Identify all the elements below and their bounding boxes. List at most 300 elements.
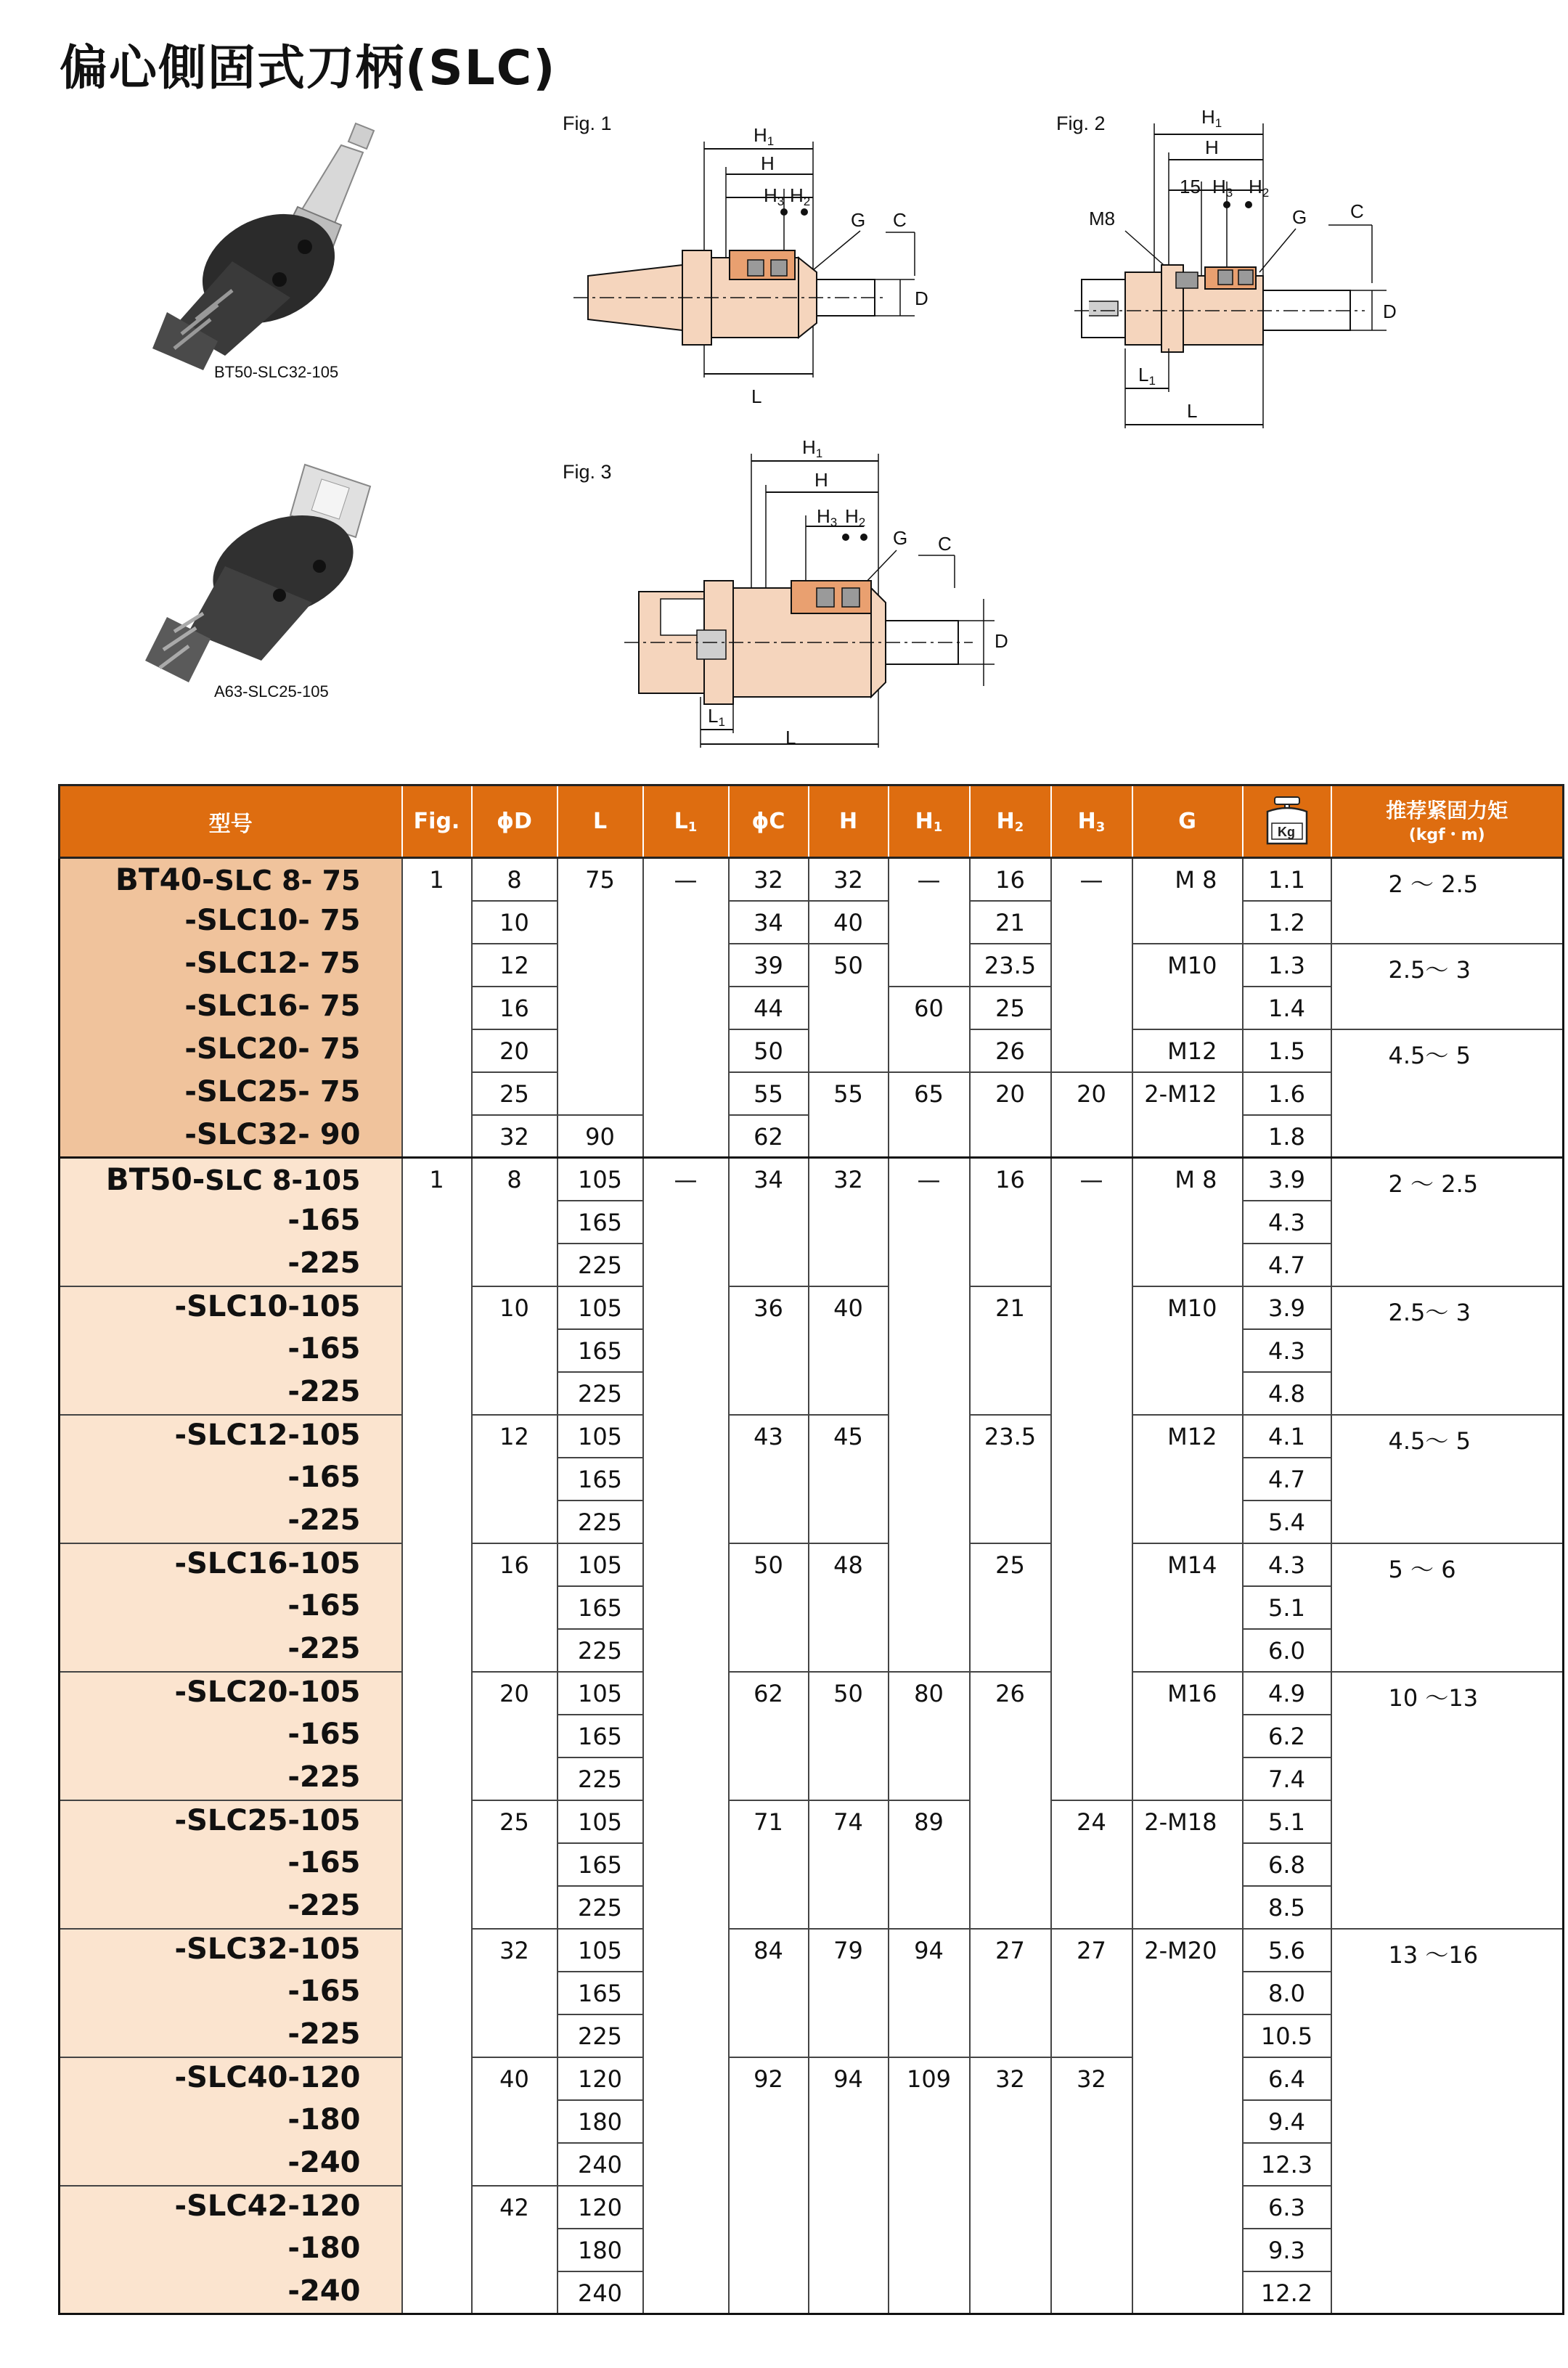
fig1-dim-g: G — [851, 209, 866, 231]
d-cell: 20 — [472, 1672, 558, 1715]
h-cell — [809, 2271, 889, 2314]
header-l: L — [558, 785, 643, 858]
model-cell: -SLC12-105 — [60, 1415, 402, 1458]
fig2-drawing — [1074, 102, 1524, 443]
d-cell: 42 — [472, 2186, 558, 2229]
l1-cell — [643, 1372, 729, 1415]
g-cell — [1132, 2057, 1243, 2100]
weight-cell: 3.9 — [1243, 1158, 1331, 1201]
l1-cell — [643, 2143, 729, 2186]
table-row — [60, 1715, 1564, 1757]
g-cell — [1132, 2271, 1243, 2314]
g-cell — [1132, 1115, 1243, 1158]
l1-cell — [643, 2271, 729, 2314]
c-cell — [729, 2229, 809, 2271]
weight-cell: 1.5 — [1243, 1029, 1331, 1072]
weight-cell: 8.5 — [1243, 1886, 1331, 1929]
l1-cell — [643, 1672, 729, 1715]
h2-cell — [970, 1886, 1051, 1929]
l1-cell — [643, 1543, 729, 1586]
h-cell: 32 — [809, 1158, 889, 1201]
h3-cell — [1051, 1629, 1132, 1672]
l-cell: 75 — [558, 858, 643, 901]
model-cell: -225 — [60, 1757, 402, 1800]
fig-cell — [402, 2014, 472, 2057]
l-cell — [558, 901, 643, 944]
weight-scale-icon — [1262, 796, 1312, 848]
l-cell: 105 — [558, 1929, 643, 1972]
h-cell — [809, 2143, 889, 2186]
g-cell — [1132, 1629, 1243, 1672]
h3-cell — [1051, 1501, 1132, 1543]
model-cell: -SLC12- 75 — [60, 944, 402, 987]
h1-cell — [889, 1201, 970, 1244]
fig-cell — [402, 2143, 472, 2186]
torque-cell — [1331, 1372, 1564, 1415]
h3-cell — [1051, 1458, 1132, 1501]
l-cell: 105 — [558, 1543, 643, 1586]
c-cell: 34 — [729, 1158, 809, 1201]
fig1-dim-h2: H2 — [790, 184, 811, 208]
torque-cell: 10 ～13 — [1331, 1672, 1564, 1715]
c-cell: 44 — [729, 987, 809, 1029]
model-cell: -225 — [60, 1886, 402, 1929]
g-cell: M 8 — [1132, 1158, 1243, 1201]
h3-cell — [1051, 1886, 1132, 1929]
l1-cell — [643, 1029, 729, 1072]
torque-cell: 13 ～16 — [1331, 1929, 1564, 1972]
table-row — [60, 1629, 1564, 1672]
fig-cell — [402, 2186, 472, 2229]
table-row — [60, 1843, 1564, 1886]
torque-cell — [1331, 2271, 1564, 2314]
l1-cell — [643, 2057, 729, 2100]
fig3-label: Fig. 3 — [563, 461, 612, 483]
fig2-dim-d: D — [1383, 301, 1397, 322]
d-cell — [472, 1972, 558, 2014]
svg-text:Kg: Kg — [1277, 824, 1295, 839]
h-cell — [809, 1886, 889, 1929]
fig-cell — [402, 1029, 472, 1072]
d-cell: 32 — [472, 1115, 558, 1158]
weight-cell: 9.3 — [1243, 2229, 1331, 2271]
fig3-drawing — [624, 436, 1031, 762]
l1-cell — [643, 1458, 729, 1501]
d-cell — [472, 1629, 558, 1672]
fig-cell — [402, 2057, 472, 2100]
weight-cell: 10.5 — [1243, 2014, 1331, 2057]
d-cell — [472, 1501, 558, 1543]
d-cell: 16 — [472, 1543, 558, 1586]
l1-cell — [643, 1586, 729, 1629]
c-cell — [729, 1843, 809, 1886]
h3-cell — [1051, 987, 1132, 1029]
table-row — [60, 2143, 1564, 2186]
table-row — [60, 1072, 1564, 1115]
torque-cell: 4.5～ 5 — [1331, 1415, 1564, 1458]
fig-cell — [402, 1715, 472, 1757]
h2-cell: 16 — [970, 1158, 1051, 1201]
fig-cell — [402, 1072, 472, 1115]
h1-cell — [889, 1972, 970, 2014]
h1-cell: 109 — [889, 2057, 970, 2100]
h2-cell — [970, 1629, 1051, 1672]
h1-cell — [889, 2100, 970, 2143]
fig2-dim-l1: L1 — [1138, 364, 1156, 388]
d-cell — [472, 1843, 558, 1886]
torque-cell — [1331, 1329, 1564, 1372]
d-cell — [472, 1372, 558, 1415]
model-cell: -SLC32- 90 — [60, 1115, 402, 1158]
fig-cell — [402, 1201, 472, 1244]
l-cell: 90 — [558, 1115, 643, 1158]
fig3-dim-h: H — [814, 469, 828, 491]
l1-cell — [643, 1715, 729, 1757]
torque-cell: 5 ～ 6 — [1331, 1543, 1564, 1586]
l1-cell — [643, 1072, 729, 1115]
fig3-dim-h2: H2 — [845, 505, 866, 529]
l-cell: 225 — [558, 1886, 643, 1929]
h2-cell: 27 — [970, 1929, 1051, 1972]
fig1-dim-l: L — [751, 385, 762, 407]
fig-cell — [402, 1972, 472, 2014]
header-g: G — [1132, 785, 1243, 858]
h2-cell — [970, 2271, 1051, 2314]
l1-cell — [643, 1329, 729, 1372]
h2-cell — [970, 2186, 1051, 2229]
h3-cell: — — [1051, 858, 1132, 901]
c-cell: 43 — [729, 1415, 809, 1458]
fig-cell — [402, 1800, 472, 1843]
l1-cell: — — [643, 1158, 729, 1201]
h1-cell — [889, 1329, 970, 1372]
l-cell: 105 — [558, 1672, 643, 1715]
h2-cell — [970, 1757, 1051, 1800]
l1-cell — [643, 1929, 729, 1972]
table-row — [60, 1372, 1564, 1415]
g-cell — [1132, 901, 1243, 944]
h-cell — [809, 2229, 889, 2271]
g-cell — [1132, 1757, 1243, 1800]
l-cell: 165 — [558, 1458, 643, 1501]
fig1-label: Fig. 1 — [563, 113, 612, 134]
fig1-dim-h1: H1 — [754, 124, 775, 148]
g-cell: M16 — [1132, 1672, 1243, 1715]
h3-cell — [1051, 944, 1132, 987]
l1-cell — [643, 1244, 729, 1286]
fig-cell — [402, 944, 472, 987]
h-cell — [809, 1372, 889, 1415]
h-cell — [809, 2014, 889, 2057]
model-cell: -225 — [60, 1629, 402, 1672]
weight-cell: 1.2 — [1243, 901, 1331, 944]
d-cell: 16 — [472, 987, 558, 1029]
weight-cell: 5.6 — [1243, 1929, 1331, 1972]
h3-cell: 24 — [1051, 1800, 1132, 1843]
h3-cell — [1051, 1843, 1132, 1886]
c-cell — [729, 1458, 809, 1501]
d-cell — [472, 1244, 558, 1286]
fig2-label: Fig. 2 — [1056, 113, 1106, 134]
h-cell — [809, 1586, 889, 1629]
torque-cell — [1331, 2229, 1564, 2271]
h3-cell — [1051, 2229, 1132, 2271]
h1-cell — [889, 2271, 970, 2314]
fig-cell — [402, 1929, 472, 1972]
h-cell — [809, 1329, 889, 1372]
h1-cell — [889, 1372, 970, 1415]
model-cell: -180 — [60, 2229, 402, 2271]
h-cell — [809, 2100, 889, 2143]
fig3-dim-d: D — [995, 630, 1008, 652]
model-cell: -225 — [60, 1372, 402, 1415]
h3-cell — [1051, 1372, 1132, 1415]
table-row — [60, 1672, 1564, 1715]
d-cell — [472, 2100, 558, 2143]
h3-cell — [1051, 1244, 1132, 1286]
l-cell — [558, 944, 643, 987]
torque-cell — [1331, 987, 1564, 1029]
weight-cell: 12.3 — [1243, 2143, 1331, 2186]
table-row — [60, 858, 1564, 901]
h1-cell — [889, 1244, 970, 1286]
l-cell: 165 — [558, 1715, 643, 1757]
torque-cell — [1331, 1115, 1564, 1158]
table-row — [60, 1757, 1564, 1800]
product-photo-a63 — [123, 443, 414, 690]
h2-cell — [970, 2100, 1051, 2143]
h1-cell — [889, 1286, 970, 1329]
c-cell: 32 — [729, 858, 809, 901]
table-row — [60, 1286, 1564, 1329]
model-cell: -SLC42-120 — [60, 2186, 402, 2229]
fig-cell — [402, 1757, 472, 1800]
h3-cell: 20 — [1051, 1072, 1132, 1115]
d-cell: 25 — [472, 1800, 558, 1843]
model-cell: -165 — [60, 1586, 402, 1629]
h1-cell: 65 — [889, 1072, 970, 1115]
table-row — [60, 1929, 1564, 1972]
h1-cell — [889, 1715, 970, 1757]
c-cell: 34 — [729, 901, 809, 944]
fig3-dim-c: C — [938, 533, 952, 555]
l-cell: 180 — [558, 2229, 643, 2271]
l-cell: 240 — [558, 2271, 643, 2314]
fig3-dim-h3: H3 — [817, 505, 838, 529]
g-cell — [1132, 1458, 1243, 1501]
weight-cell: 5.1 — [1243, 1800, 1331, 1843]
g-cell — [1132, 1715, 1243, 1757]
weight-cell: 6.3 — [1243, 2186, 1331, 2229]
g-cell: M10 — [1132, 1286, 1243, 1329]
model-cell: -SLC25-105 — [60, 1800, 402, 1843]
h3-cell — [1051, 1415, 1132, 1458]
table-row — [60, 2229, 1564, 2271]
l1-cell — [643, 1800, 729, 1843]
fig-cell — [402, 1586, 472, 1629]
c-cell — [729, 2186, 809, 2229]
torque-cell: 4.5～ 5 — [1331, 1029, 1564, 1072]
torque-cell — [1331, 2057, 1564, 2100]
d-cell: 8 — [472, 858, 558, 901]
h2-cell — [970, 2143, 1051, 2186]
h3-cell — [1051, 1972, 1132, 2014]
weight-cell: 4.9 — [1243, 1672, 1331, 1715]
l-cell: 225 — [558, 1629, 643, 1672]
h3-cell: — — [1051, 1158, 1132, 1201]
c-cell — [729, 1501, 809, 1543]
header-d: ϕD — [472, 785, 558, 858]
d-cell — [472, 1886, 558, 1929]
c-cell: 92 — [729, 2057, 809, 2100]
h1-cell — [889, 2186, 970, 2229]
fig2-dim-h2: H2 — [1249, 176, 1270, 200]
c-cell: 71 — [729, 1800, 809, 1843]
weight-cell: 1.8 — [1243, 1115, 1331, 1158]
h-cell: 50 — [809, 944, 889, 987]
c-cell — [729, 1757, 809, 1800]
fig-cell: 1 — [402, 1158, 472, 1201]
torque-cell: 2 ～ 2.5 — [1331, 858, 1564, 901]
h2-cell: 20 — [970, 1072, 1051, 1115]
h2-cell: 21 — [970, 1286, 1051, 1329]
weight-cell: 1.1 — [1243, 858, 1331, 901]
g-cell — [1132, 2100, 1243, 2143]
c-cell — [729, 1886, 809, 1929]
c-cell: 62 — [729, 1115, 809, 1158]
d-cell — [472, 2229, 558, 2271]
d-cell — [472, 2014, 558, 2057]
l1-cell — [643, 1972, 729, 2014]
fig3-dim-l: L — [785, 727, 796, 748]
l-cell: 165 — [558, 1843, 643, 1886]
torque-cell — [1331, 901, 1564, 944]
h3-cell — [1051, 2100, 1132, 2143]
g-cell — [1132, 2229, 1243, 2271]
header-fig: Fig. — [402, 785, 472, 858]
h1-cell: — — [889, 1158, 970, 1201]
h-cell — [809, 1715, 889, 1757]
model-cell: -225 — [60, 1501, 402, 1543]
fig1-dim-c: C — [893, 209, 907, 231]
c-cell — [729, 1329, 809, 1372]
fig-cell — [402, 1115, 472, 1158]
table-row — [60, 2271, 1564, 2314]
fig2-dim-m8: M8 — [1089, 208, 1116, 229]
model-cell: -SLC20-105 — [60, 1672, 402, 1715]
weight-cell: 9.4 — [1243, 2100, 1331, 2143]
l-cell: 225 — [558, 2014, 643, 2057]
l-cell: 120 — [558, 2057, 643, 2100]
model-cell: -SLC10- 75 — [60, 901, 402, 944]
g-cell: M 8 — [1132, 858, 1243, 901]
torque-cell: 2 ～ 2.5 — [1331, 1158, 1564, 1201]
h1-cell — [889, 1629, 970, 1672]
h1-cell — [889, 2229, 970, 2271]
torque-cell — [1331, 1843, 1564, 1886]
fig2-dim-h3: H3 — [1212, 176, 1233, 200]
h1-cell: 80 — [889, 1672, 970, 1715]
g-cell: M12 — [1132, 1415, 1243, 1458]
l-cell: 120 — [558, 2186, 643, 2229]
torque-cell — [1331, 2100, 1564, 2143]
g-cell — [1132, 2186, 1243, 2229]
g-cell — [1132, 1501, 1243, 1543]
h2-cell — [970, 1244, 1051, 1286]
h3-cell: 32 — [1051, 2057, 1132, 2100]
torque-cell — [1331, 1629, 1564, 1672]
l1-cell — [643, 1415, 729, 1458]
weight-cell: 4.7 — [1243, 1244, 1331, 1286]
d-cell — [472, 1757, 558, 1800]
fig-cell — [402, 1329, 472, 1372]
fig-cell — [402, 1415, 472, 1458]
d-cell — [472, 2143, 558, 2186]
h-cell — [809, 1201, 889, 1244]
table-row — [60, 1458, 1564, 1501]
table-row — [60, 1501, 1564, 1543]
model-cell: -180 — [60, 2100, 402, 2143]
h3-cell — [1051, 2143, 1132, 2186]
photo-caption-a63: A63-SLC25-105 — [214, 682, 329, 701]
h3-cell — [1051, 1115, 1132, 1158]
c-cell: 39 — [729, 944, 809, 987]
weight-cell: 1.6 — [1243, 1072, 1331, 1115]
fig-cell — [402, 1286, 472, 1329]
g-cell — [1132, 1586, 1243, 1629]
h2-cell: 16 — [970, 858, 1051, 901]
h3-cell — [1051, 1543, 1132, 1586]
l1-cell — [643, 2186, 729, 2229]
h2-cell — [970, 1501, 1051, 1543]
fig-cell — [402, 901, 472, 944]
h3-cell — [1051, 1329, 1132, 1372]
l-cell: 225 — [558, 1501, 643, 1543]
table-row — [60, 1886, 1564, 1929]
h1-cell — [889, 1757, 970, 1800]
l-cell: 225 — [558, 1372, 643, 1415]
torque-cell — [1331, 1757, 1564, 1800]
h2-cell — [970, 1458, 1051, 1501]
d-cell: 10 — [472, 1286, 558, 1329]
l-cell — [558, 1029, 643, 1072]
h1-cell — [889, 1458, 970, 1501]
torque-cell — [1331, 1458, 1564, 1501]
h-cell: 55 — [809, 1072, 889, 1115]
h-cell: 40 — [809, 1286, 889, 1329]
d-cell: 40 — [472, 2057, 558, 2100]
fig2-dim-l: L — [1187, 400, 1198, 422]
h3-cell — [1051, 1201, 1132, 1244]
fig3-dim-l1: L1 — [708, 705, 725, 729]
fig2-dim-h: H — [1205, 136, 1219, 158]
h3-cell — [1051, 1715, 1132, 1757]
h-cell — [809, 1115, 889, 1158]
weight-cell: 4.3 — [1243, 1201, 1331, 1244]
model-cell: -SLC10-105 — [60, 1286, 402, 1329]
c-cell — [729, 2014, 809, 2057]
header-l1: $L_1$ — [643, 785, 729, 858]
h1-cell — [889, 2143, 970, 2186]
c-cell: 36 — [729, 1286, 809, 1329]
g-cell: M10 — [1132, 944, 1243, 987]
h3-cell — [1051, 1586, 1132, 1629]
table-row — [60, 1201, 1564, 1244]
model-cell: -240 — [60, 2271, 402, 2314]
h2-cell: 32 — [970, 2057, 1051, 2100]
h1-cell — [889, 1501, 970, 1543]
c-cell — [729, 1715, 809, 1757]
